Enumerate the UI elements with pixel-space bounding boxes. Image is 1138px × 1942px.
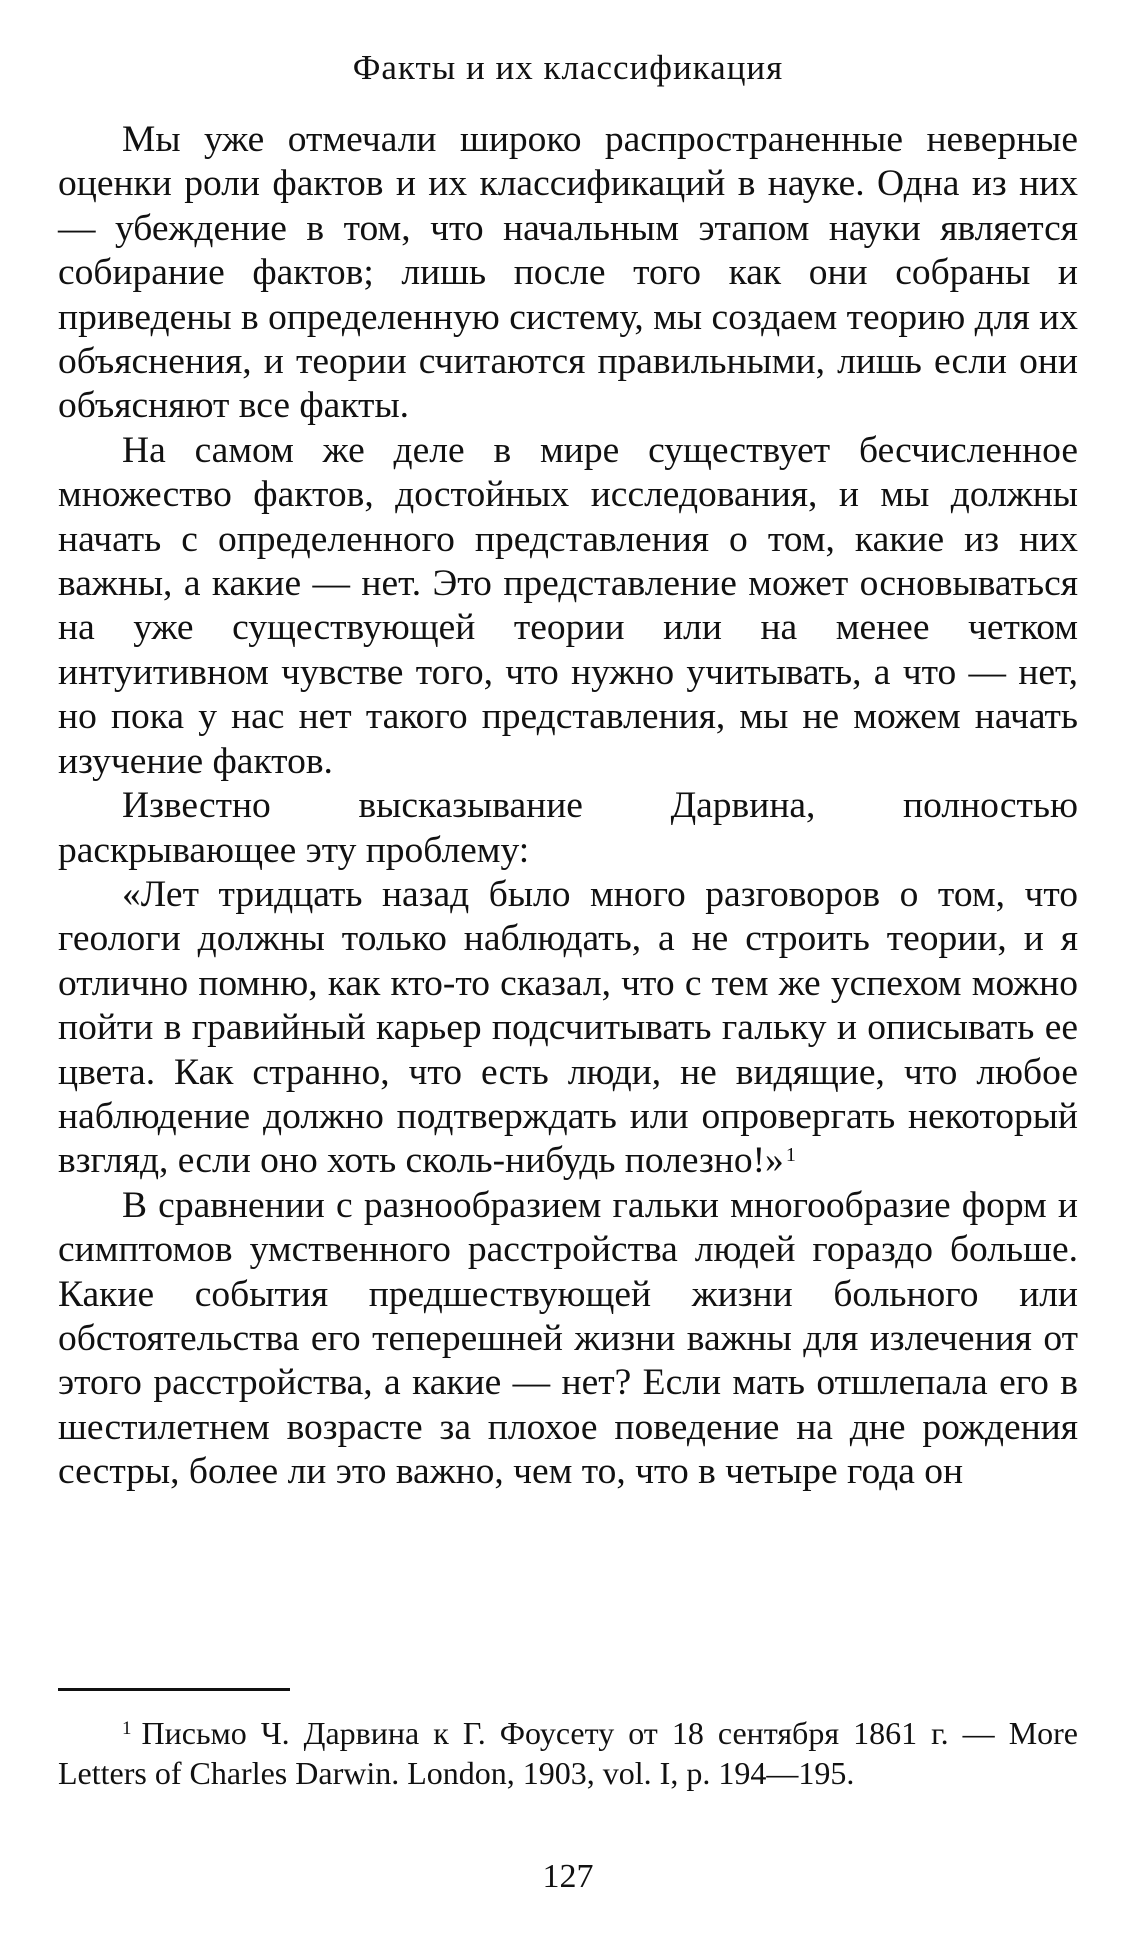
darwin-quote-text: «Лет тридцать назад было много разговоров о том, что геологи должны только наблюдать, а не строить теории, и я отлично помню, как кто-то сказал, что с тем же успехом можно пойти в гравийный карьер подсчитывать гальку и описывать ее цвета. Как странно, что есть люди, не видящие, что любое наблюдение должно подтверждать или опровергать некоторый взгляд, если оно хоть сколь-нибудь полезно!»: [58, 873, 1078, 1182]
footnote-reference[interactable]: 1: [785, 1144, 796, 1167]
paragraph-2: На самом же деле в мире существует бесчисленное множество фактов, достойных исследования, и мы должны начать с определенного представления о том, какие из них важны, а какие — нет. Это представление может основываться на уже существующей теории или на менее четком интуитивном чувстве того, что нужно учитывать, а что — нет, но пока у нас нет такого представления, мы не можем начать изучение фактов.: [58, 429, 1078, 782]
page-number: 127: [542, 1858, 594, 1895]
paragraph-3: Известно высказывание Дарвина, полностью раскрывающее эту проблему:: [58, 785, 1078, 871]
darwin-quote: [58, 873, 1078, 1184]
footnote: [58, 1713, 1078, 1793]
main-text: [58, 118, 1078, 1495]
paragraph-5: В сравнении с разнообразием гальки многообразие форм и симптомов умственного расстройства людей гораздо больше. Какие события предшествующей жизни больного или обстоятельства его теперешней жизни важны для излечения от этого расстройства, а какие — нет? Если мать отшлепала его в шестилетнем возрасте за плохое поведение на дне рождения сестры, более ли это важно, чем то, что в четыре года он: [58, 1184, 1078, 1493]
footnote-divider: [58, 1688, 290, 1691]
book-page: [58, 0, 1078, 1942]
running-title: Факты и их классификация: [352, 48, 784, 87]
footnote-text: Письмо Ч. Дарвина к Г. Фоусету от 18 сентября 1861 г. — More Letters of Charles Darwin. London, 1903, vol. I, p. 194—195.: [58, 1715, 1078, 1791]
paragraph-1: Мы уже отмечали широко распространенные неверные оценки роли фактов и их классификаций в науке. Одна из них — убеждение в том, что начальным этапом науки является собирание фактов; лишь после того как они собраны и приведены в определенную систему, мы создаем теорию для их объяснения, и теории считаются правильными, лишь если они объясняют все факты.: [58, 119, 1078, 427]
footnote-marker: 1: [122, 1718, 132, 1739]
